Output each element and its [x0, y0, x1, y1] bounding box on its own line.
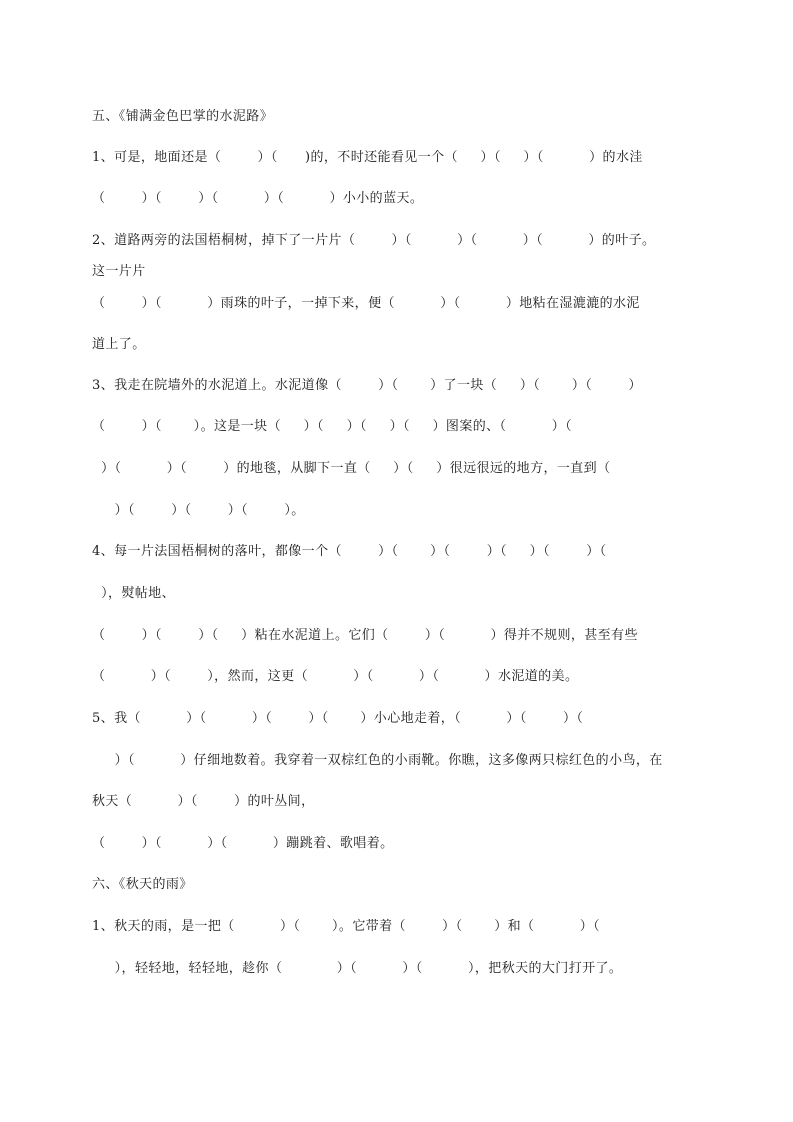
question-line: 1、秋天的雨，是一把（ ）（ ）。它带着（ ）（ ）和（ ）（ [92, 919, 601, 934]
question-line: （ ）（ ）（ ）（ ）小小的蓝天。 [92, 191, 424, 206]
question-line: 3、我走在院墙外的水泥道上。水泥道像（ ）（ ）了一块（ ）（ ）（ ） [92, 378, 642, 393]
question-line: 道上了。 [92, 337, 146, 352]
question-line: 4、每一片法国梧桐树的落叶，都像一个（ ）（ ）（ ）（ ）（ ）（ [92, 544, 607, 559]
question-line: 这一片片 [92, 264, 146, 279]
question-line: 1、可是，地面还是（ ）（ )的，不时还能看见一个（ ）（ ）（ ）的水洼 [92, 150, 643, 165]
question-line: ）（ ）（ ）（ ）。 [92, 503, 305, 518]
question-line: 2、道路两旁的法国梧桐树，掉下了一片片（ ）（ ）（ ）（ ）的叶子。 [92, 233, 656, 248]
question-line: 秋天（ ）（ ）的叶丛间， [92, 794, 315, 809]
question-line: （ ）（ ）雨珠的叶子，一掉下来，便（ ）（ ）地粘在湿漉漉的水泥 [92, 296, 640, 311]
question-line: （ ）（ ），然而，这更（ ）（ ）（ ）水泥道的美。 [92, 669, 579, 684]
question-line: ）（ ）（ ）的地毯，从脚下一直（ ）（ ）很远很远的地方，一直到（ [92, 461, 611, 476]
section-heading-5: 五、《铺满金色巴掌的水泥路》 [92, 109, 274, 124]
section-heading-6: 六、《秋天的雨》 [92, 877, 193, 892]
question-line: （ ）（ ）（ ）粘在水泥道上。它们（ ）（ ）得并不规则，甚至有些 [92, 628, 638, 643]
question-line: （ ）（ ）。这是一块（ ）（ ）（ ）（ ）图案的、（ ）（ [92, 419, 573, 434]
question-line: ），熨帖地、 [92, 586, 175, 601]
question-line: ）（ ）仔细地数着。我穿着一双棕红色的小雨靴。你瞧，这多像两只棕红色的小鸟，在 [92, 753, 663, 768]
question-line: 5、我（ ）（ ）（ ）（ ）小心地走着，（ ）（ ）（ [92, 711, 584, 726]
question-line: ），轻轻地，轻轻地，趁你（ ）（ ）（ ），把秋天的大门打开了。 [92, 961, 623, 976]
question-line: （ ）（ ）（ ）蹦跳着、歌唱着。 [92, 836, 394, 851]
